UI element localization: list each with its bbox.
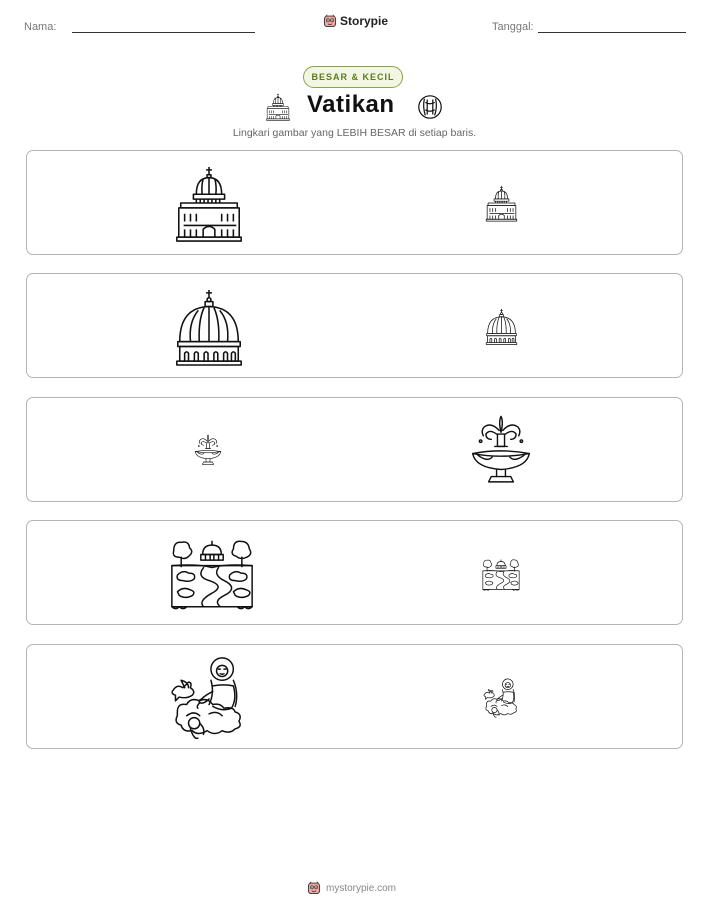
category-badge: [303, 66, 403, 88]
footer: [307, 881, 396, 895]
brooch-icon: [416, 93, 444, 121]
garden-large-icon[interactable]: [170, 537, 254, 613]
dome-large-icon[interactable]: [174, 288, 244, 366]
instructions: Lingkari gambar yang LEBIH BESAR di setiap baris.: [232, 127, 477, 139]
exercise-row-1: [26, 150, 683, 255]
date-label: Tanggal:: [492, 21, 534, 33]
exercise-row-2: [26, 273, 683, 378]
dome-small-icon[interactable]: [485, 308, 518, 345]
angel-dove-large-icon[interactable]: [168, 653, 252, 743]
category-badge-text: BESAR & KECIL: [311, 72, 395, 82]
angel-dove-small-icon[interactable]: [482, 677, 522, 719]
basilica-large-icon[interactable]: [174, 165, 244, 243]
title-row: [0, 91, 709, 123]
page-title: Vatikan: [307, 91, 395, 118]
basilica-small-icon[interactable]: [485, 185, 518, 222]
storypie-mascot-icon: [307, 881, 321, 895]
brand-logo: [323, 14, 388, 28]
brand-name: Storypie: [340, 14, 389, 28]
footer-website[interactable]: mystorypie.com: [326, 882, 397, 894]
storypie-mascot-icon: [323, 14, 337, 28]
exercise-row-5: [26, 644, 683, 749]
date-line[interactable]: [538, 32, 686, 33]
name-label: Nama:: [24, 21, 57, 33]
basilica-icon: [265, 93, 291, 121]
name-line[interactable]: [72, 32, 255, 33]
exercise-row-4: [26, 520, 683, 625]
exercise-row-3: [26, 397, 683, 502]
garden-small-icon[interactable]: [482, 557, 520, 593]
fountain-small-icon[interactable]: [194, 432, 222, 468]
fountain-large-icon[interactable]: [470, 412, 532, 488]
